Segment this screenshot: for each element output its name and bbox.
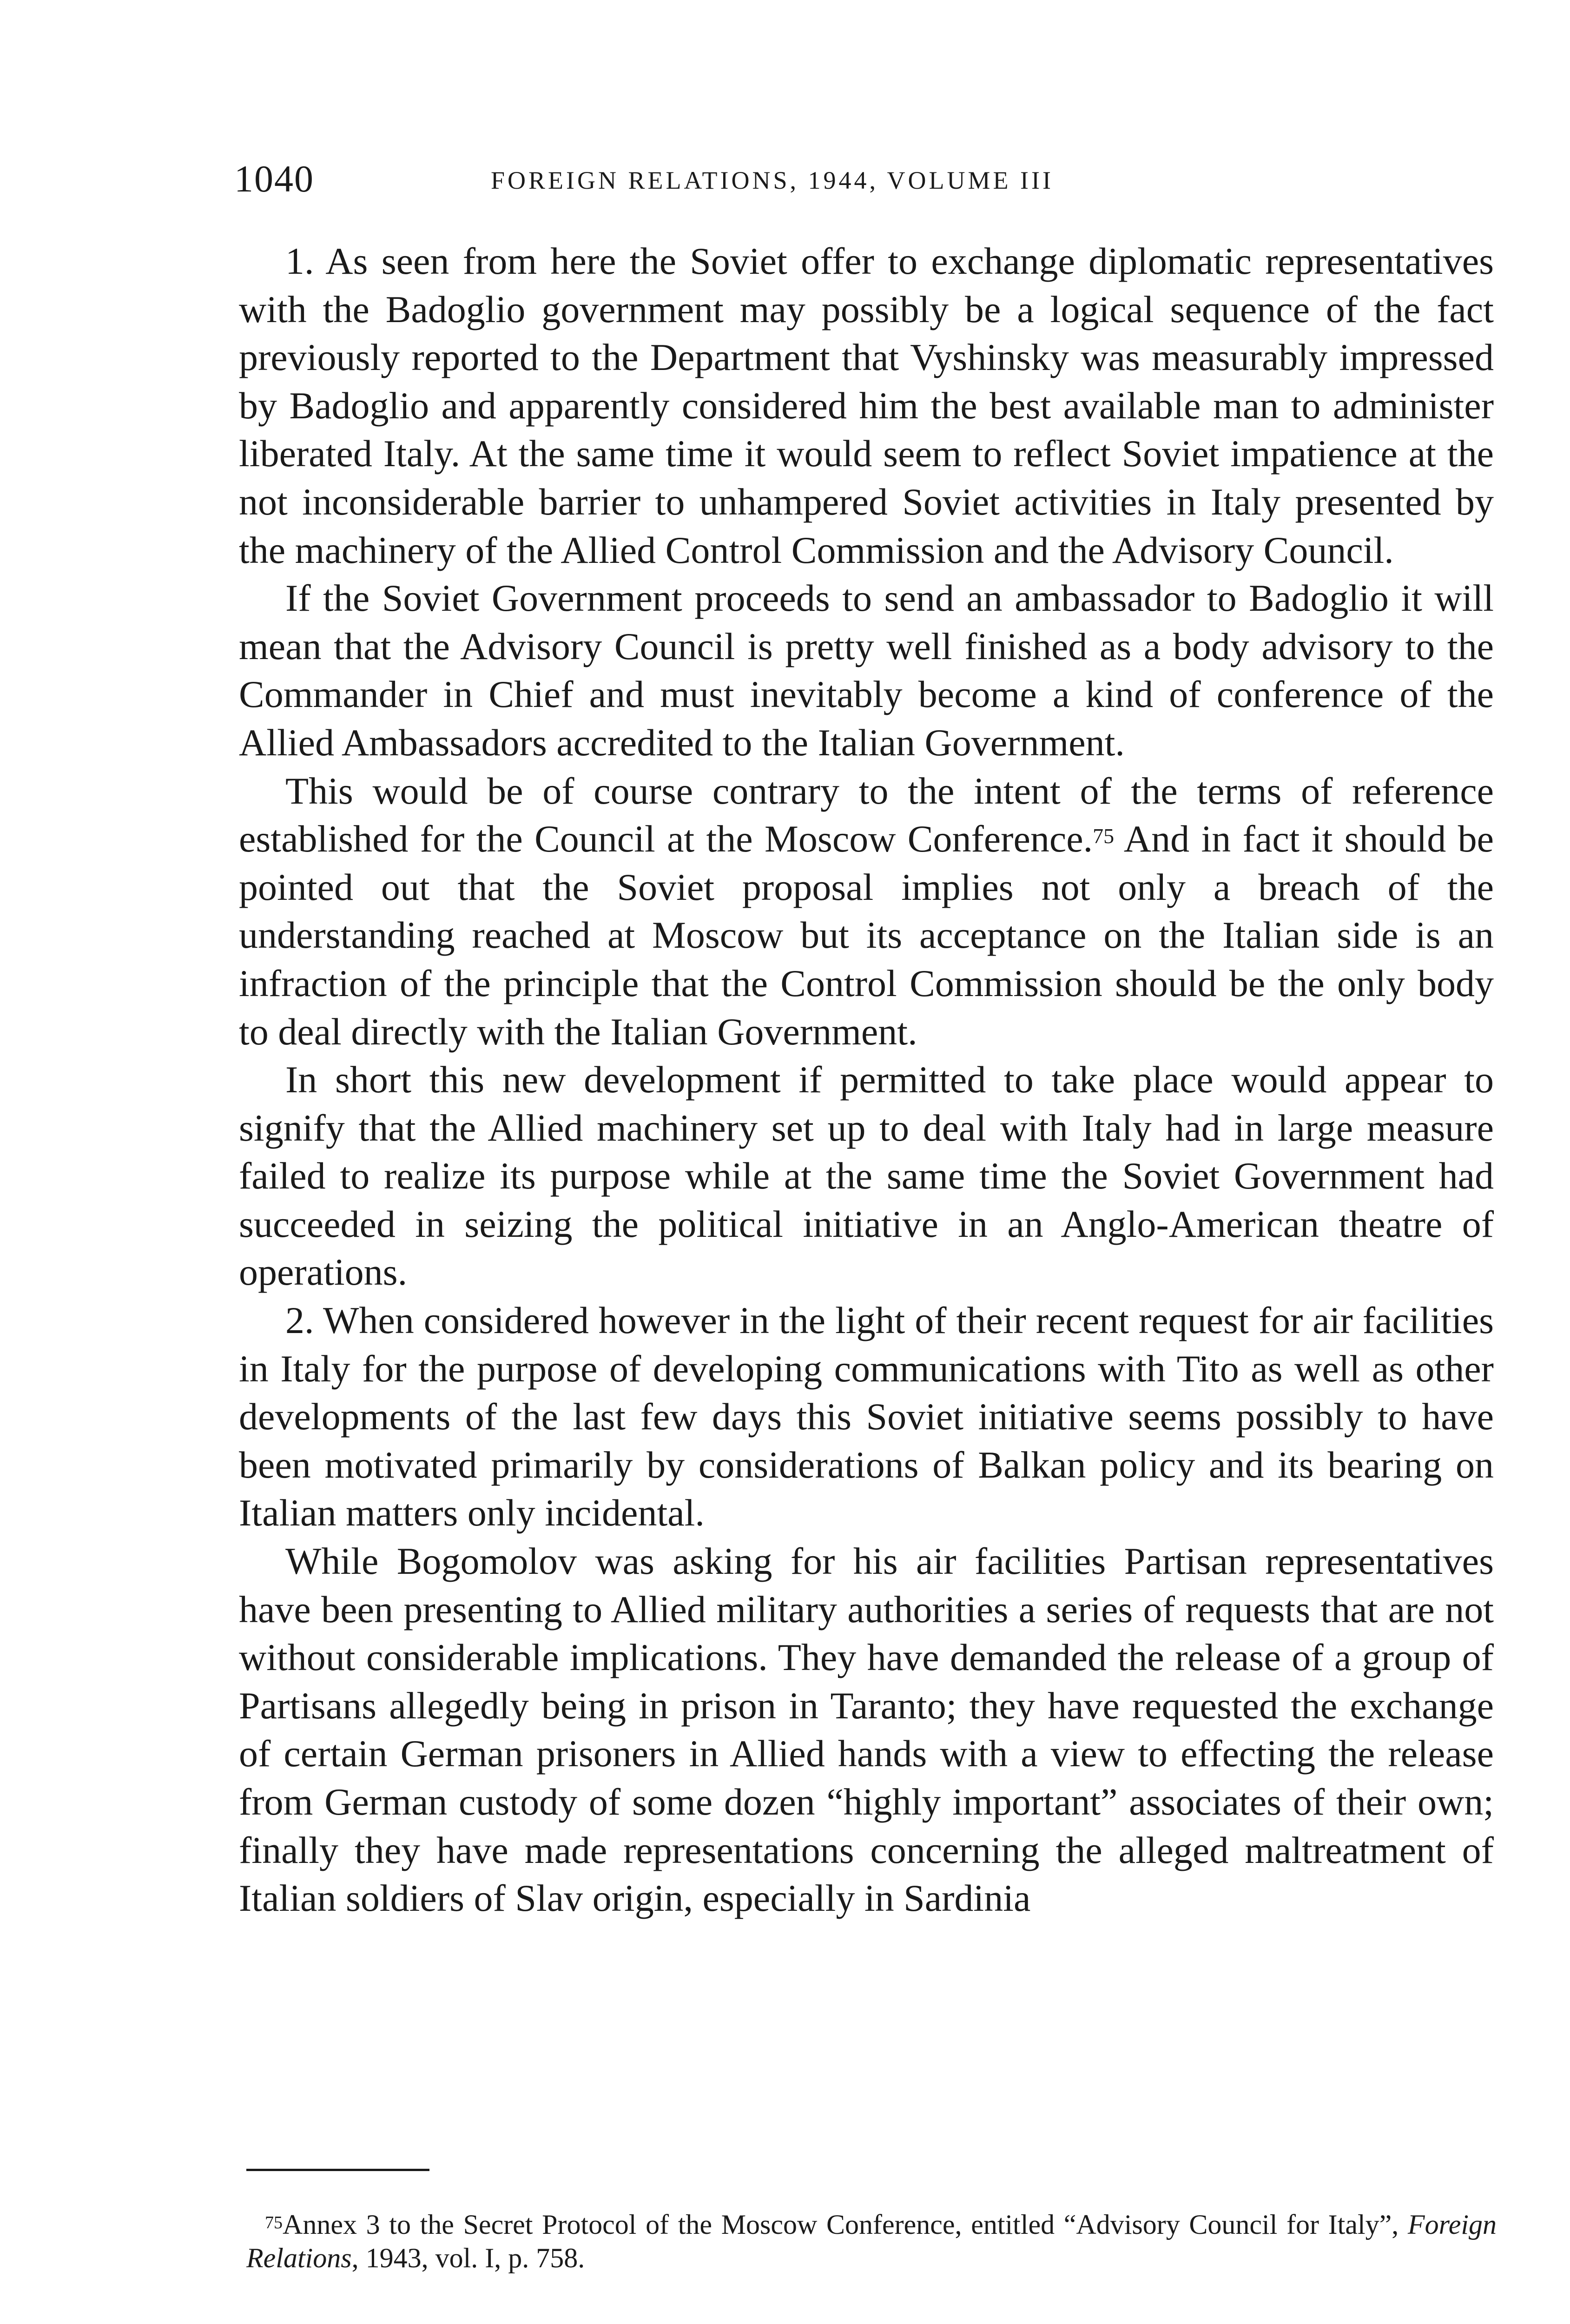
paragraph-5: 2. When considered however in the light of their recent request for air facilities in Italy for the purpose of developing communications with Tito as well as other developments of the last few days this Soviet initiative seems possibly to have been motivated primarily by considerations of Balkan policy and its bearing on Italian matters only incidental.	[239, 1299, 1494, 1534]
footnote-italic-title: Foreign Relations	[246, 2209, 1497, 2273]
footnote-reference-75[interactable]: 75	[1093, 824, 1115, 848]
footnote-text-2: , 1943, vol. I, p. 758.	[351, 2243, 585, 2273]
paragraph-3-text-before: This would be of course contrary to the intent of the terms of reference established for the Council at the Moscow Conference.	[239, 769, 1494, 860]
footnotes	[246, 2208, 1497, 2275]
paragraph-4: In short this new development if permitted to take place would appear to signify that the Allied machinery set up to deal with Italy had in large measure failed to realize its purpose while at the same time the Soviet Government had succeeded in seizing the political initiative in an Anglo-American theatre of operations.	[239, 1058, 1494, 1294]
footnote-divider	[246, 2169, 429, 2171]
footnote-text-1: Annex 3 to the Secret Protocol of the Moscow Conference, entitled “Advisory Council for Italy”,	[283, 2209, 1408, 2240]
footnote-mark: 75	[265, 2213, 283, 2232]
paragraph-1: 1. As seen from here the Soviet offer to exchange diplomatic representatives with the Badoglio government may possibly be a logical sequence of the fact previously reported to the Department that Vyshinsky was measurably impressed by Badoglio and apparently considered him the best available man to administer liberated Italy. At the same time it would seem to reflect Soviet impatience at the not inconsiderable barrier to unhampered Soviet activities in Italy presented by the machinery of the Allied Control Commission and the Advisory Council.	[239, 240, 1494, 571]
page-number: 1040	[234, 158, 314, 200]
paragraph-3	[239, 767, 1494, 1056]
page-header	[234, 153, 1498, 205]
paragraph-6: While Bogomolov was asking for his air facilities Partisan representatives have been presenting to Allied military authorities a series of requests that are not without considerable implications. They have demanded the release of a group of Partisans allegedly being in prison in Taranto; they have requested the exchange of certain German prisoners in Allied hands with a view to effecting the release from German custody of some dozen “highly important” associates of their own; finally they have made representations concerning the alleged maltreatment of Italian soldiers of Slav origin, especially in Sardinia	[239, 1540, 1494, 1920]
paragraph-2: If the Soviet Government proceeds to send an ambassador to Badoglio it will mean that the Advisory Council is pretty well finished as a body advisory to the Commander in Chief and must inevitably become a kind of conference of the Allied Ambassadors accredited to the Italian Government.	[239, 577, 1494, 764]
running-title: FOREIGN RELATIONS, 1944, VOLUME III	[491, 166, 1054, 194]
paragraph-3-text-after: And in fact it should be pointed out that the Soviet proposal implies not only a breach of the understanding reached at Moscow but its acceptance on the Italian side is an infraction of the principle that the Control Commission should be the only body to deal directly with the Italian Government.	[239, 818, 1494, 1053]
footnote-75	[246, 2208, 1497, 2275]
body-text	[239, 237, 1494, 1922]
